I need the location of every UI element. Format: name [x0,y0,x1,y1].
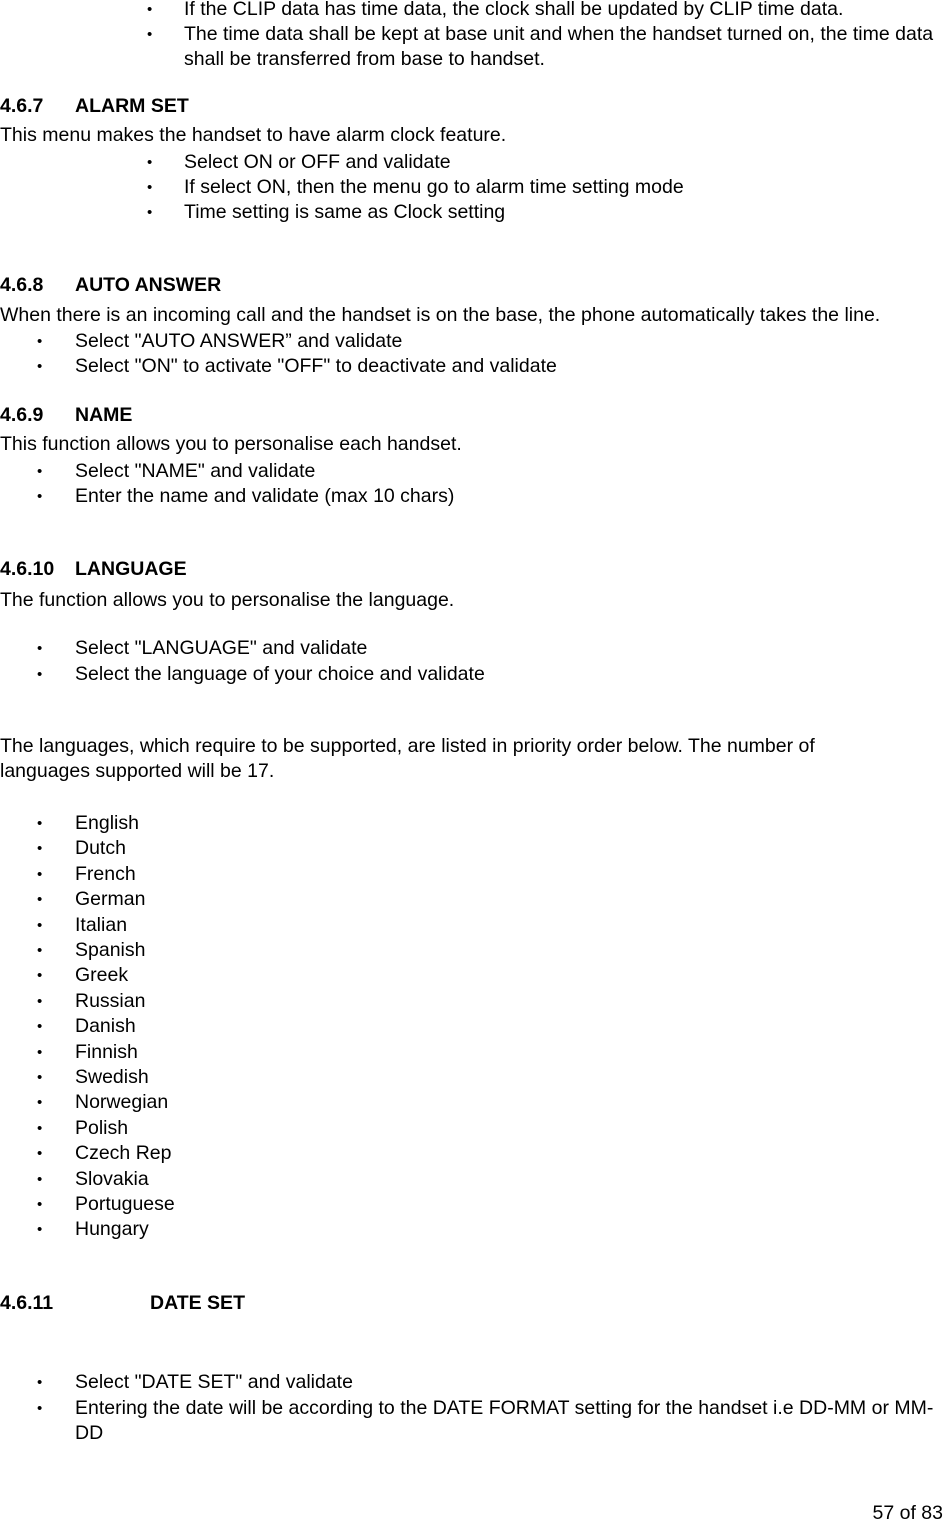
bullet-icon: • [37,463,43,480]
language-name: German [75,888,146,910]
bullet-icon: • [37,917,43,934]
page-number: 57 of 83 [872,1502,943,1524]
language-name: Danish [75,1015,136,1037]
language-intro: The function allows you to personalise the language. [0,589,455,611]
language-name: Greek [75,964,129,986]
bullet-icon: • [37,993,43,1010]
bullet-icon: • [37,1221,43,1238]
name-bullet-text-2: Enter the name and validate (max 10 chars) [75,485,455,507]
bullet-icon: • [37,891,43,908]
section-title: ALARM SET [75,95,189,117]
bullet-icon: • [37,1400,43,1417]
section-number: 4.6.10 [0,558,55,580]
date-set-bullet-text-1: Select "DATE SET" and validate [75,1371,353,1393]
section-title: DATE SET [150,1292,245,1314]
bullet-icon: • [37,640,43,657]
language-name: English [75,812,139,834]
section-number: 4.6.11 [0,1292,54,1314]
language-name: Norwegian [75,1091,169,1113]
bullet-icon: • [37,840,43,857]
language-name: Finnish [75,1041,138,1063]
auto-answer-bullet-text-1: Select "AUTO ANSWER” and validate [75,330,403,352]
language-name: Swedish [75,1066,149,1088]
bullet-icon: • [37,1094,43,1111]
bullet-icon: • [37,358,43,375]
alarm-intro: This menu makes the handset to have alarm clock feature. [0,124,507,146]
auto-answer-intro: When there is an incoming call and the handset is on the base, the phone automatically takes the line. [0,304,881,326]
language-name: Italian [75,914,128,936]
clock-bullet-text-1: If the CLIP data has time data, the clock shall be updated by CLIP time data. [184,0,844,20]
bullet-icon: • [147,26,153,43]
section-title: LANGUAGE [75,558,187,580]
language-name: Polish [75,1117,129,1139]
bullet-icon: • [37,1374,43,1391]
section-number: 4.6.8 [0,274,44,296]
bullet-icon: • [37,967,43,984]
language-name: Hungary [75,1218,149,1240]
language-bullet-text-1: Select "LANGUAGE" and validate [75,637,368,659]
bullet-icon: • [37,1120,43,1137]
bullet-icon: • [37,1171,43,1188]
section-number: 4.6.7 [0,95,44,117]
bullet-icon: • [37,942,43,959]
language-name: Portuguese [75,1193,175,1215]
bullet-icon: • [37,333,43,350]
bullet-icon: • [37,1018,43,1035]
bullet-icon: • [147,154,153,171]
bullet-icon: • [37,1044,43,1061]
language-name: Russian [75,990,146,1012]
bullet-icon: • [147,204,153,221]
bullet-icon: • [37,1145,43,1162]
alarm-bullet-text-3: Time setting is same as Clock setting [184,201,506,223]
language-list [0,811,943,1251]
language-bullet-text-2: Select the language of your choice and validate [75,663,485,685]
language-name: Dutch [75,837,126,859]
date-set-bullet-text-2: Entering the date will be according to the DATE FORMAT setting for the handset i.e DD-MM or MM-DD [75,1397,934,1444]
bullet-icon: • [37,488,43,505]
bullet-icon: • [37,815,43,832]
language-note: The languages, which require to be supported, are listed in priority order below. The number of languages supported will be 17. [0,735,815,782]
bullet-icon: • [147,1,153,18]
clock-bullet-text-2: The time data shall be kept at base unit and when the handset turned on, the time data shall be transferred from base to handset. [184,23,934,70]
auto-answer-bullet-text-2: Select "ON" to activate "OFF" to deactivate and validate [75,355,557,377]
section-number: 4.6.9 [0,404,44,426]
bullet-icon: • [37,866,43,883]
bullet-icon: • [37,666,43,683]
bullet-icon: • [147,179,153,196]
alarm-bullet-text-1: Select ON or OFF and validate [184,151,451,173]
bullet-icon: • [37,1196,43,1213]
section-title: AUTO ANSWER [75,274,222,296]
alarm-bullet-text-2: If select ON, then the menu go to alarm time setting mode [184,176,684,198]
section-title: NAME [75,404,133,426]
language-name: French [75,863,136,885]
bullet-icon: • [37,1069,43,1086]
language-name: Czech Rep [75,1142,172,1164]
name-intro: This function allows you to personalise each handset. [0,433,462,455]
language-name: Slovakia [75,1168,149,1190]
name-bullet-text-1: Select "NAME" and validate [75,460,316,482]
language-name: Spanish [75,939,146,961]
